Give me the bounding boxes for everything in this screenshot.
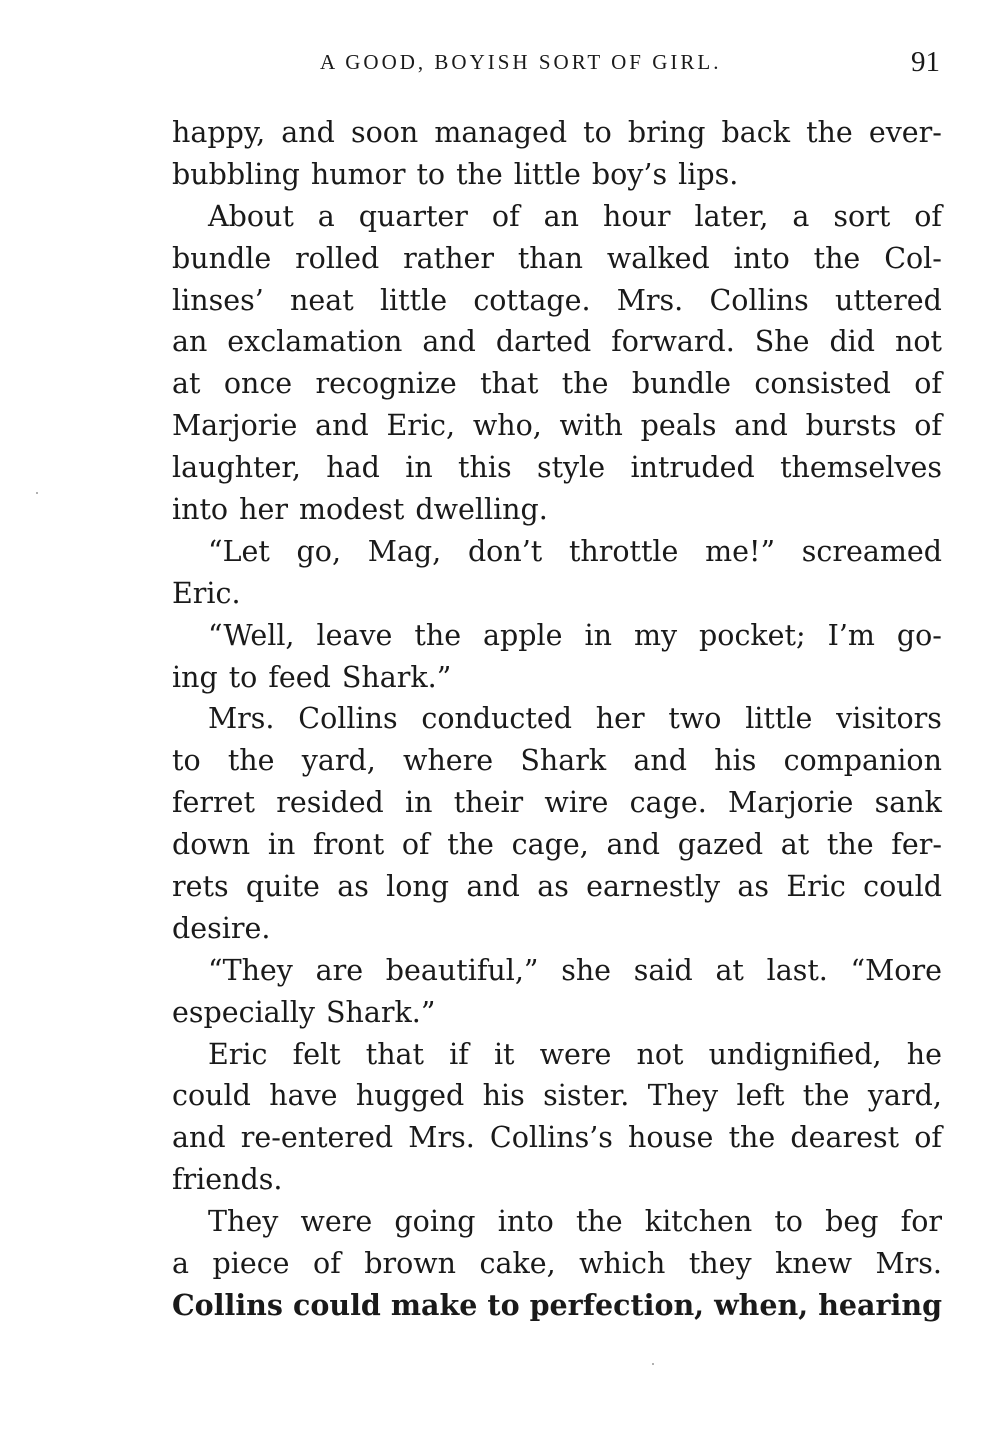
word: modest: [298, 493, 405, 527]
text-line: [172, 154, 942, 196]
word: Marjorie: [172, 409, 298, 443]
word: desire.: [172, 911, 271, 945]
word: the: [561, 367, 609, 401]
word: visitors: [836, 702, 942, 736]
word: resided: [276, 786, 384, 820]
text-line: [172, 740, 942, 782]
word: Eric: [786, 870, 846, 904]
word: bundle: [631, 367, 732, 401]
word: in: [405, 786, 433, 820]
running-head: [170, 46, 942, 82]
word: wire: [544, 786, 609, 820]
word: house: [628, 1121, 714, 1155]
word: into: [172, 493, 229, 527]
word: they: [688, 1247, 752, 1281]
word: left: [736, 1079, 785, 1113]
word: Eric.: [172, 576, 241, 610]
word: of: [914, 367, 942, 401]
word: he: [906, 1037, 942, 1071]
text-line: [172, 238, 942, 280]
word: go-: [896, 618, 942, 652]
word: and: [172, 1121, 226, 1155]
word: of: [491, 199, 520, 233]
word: knew: [775, 1247, 852, 1281]
word: a: [317, 199, 335, 233]
word: humor: [310, 157, 406, 191]
word: bubbling: [172, 157, 300, 191]
word: his: [482, 1079, 525, 1113]
word: managed: [434, 116, 568, 149]
word: in: [584, 618, 612, 652]
print-speck: [652, 1363, 654, 1365]
word: companion: [783, 744, 942, 778]
word: as: [737, 870, 770, 904]
word: and: [466, 870, 520, 904]
word: in: [267, 828, 296, 862]
word: hour: [602, 199, 671, 233]
word: not: [636, 1037, 684, 1071]
word: uttered: [835, 283, 942, 317]
word: could: [172, 1079, 251, 1113]
word: undignified,: [708, 1037, 882, 1071]
word: Eric,: [386, 409, 456, 443]
word: Col-: [884, 241, 942, 275]
word: of: [914, 1121, 942, 1155]
word: the: [414, 618, 462, 652]
word: sister.: [543, 1079, 630, 1113]
word: that: [365, 1037, 425, 1071]
word: she: [561, 953, 612, 987]
text-line: [172, 1201, 942, 1243]
word: yard,: [301, 744, 376, 778]
word: the: [728, 1121, 776, 1155]
word: “Let: [208, 534, 270, 568]
word: soon: [350, 116, 419, 149]
text-line: [172, 112, 942, 154]
word: a: [792, 199, 810, 233]
word: Collins’s: [489, 1121, 613, 1155]
word: linses’: [172, 283, 264, 317]
word: which: [579, 1247, 666, 1281]
word: if: [449, 1037, 469, 1071]
word: laughter,: [172, 451, 301, 485]
word: cottage.: [473, 283, 591, 317]
word: dearest: [790, 1121, 900, 1155]
text-line: [172, 866, 942, 908]
word: to: [228, 660, 258, 694]
word: hugged: [355, 1079, 465, 1113]
word: Mag,: [367, 534, 442, 568]
word: fer-: [891, 828, 942, 862]
word: hearing: [818, 1287, 942, 1322]
word: and: [633, 744, 687, 778]
word: little: [379, 283, 448, 317]
word: it: [493, 1037, 515, 1071]
word: Mrs.: [875, 1247, 942, 1281]
word: cage,: [511, 828, 589, 862]
word: for: [900, 1205, 942, 1239]
word: happy,: [172, 116, 266, 149]
word: sank: [874, 786, 942, 820]
word: She: [754, 325, 810, 359]
page-number: 91: [911, 46, 940, 78]
word: throttle: [568, 534, 679, 568]
word: little: [745, 702, 813, 736]
word: beautiful,”: [385, 953, 539, 987]
text-line: [172, 698, 942, 740]
word: bring: [627, 116, 706, 149]
word: rets: [172, 870, 229, 904]
word: kitchen: [644, 1205, 753, 1239]
text-line: [172, 1159, 942, 1201]
word: could: [863, 870, 942, 904]
word: bundle: [172, 241, 272, 275]
text-line: [172, 1243, 942, 1285]
word: piece: [212, 1247, 290, 1281]
word: in: [405, 451, 433, 485]
word: me!”: [705, 534, 776, 568]
word: peals: [640, 409, 717, 443]
word: who,: [472, 409, 542, 443]
word: They: [208, 1205, 279, 1239]
word: and: [422, 325, 476, 359]
word: especially: [172, 995, 316, 1029]
word: and: [606, 828, 661, 862]
word: the: [826, 828, 874, 862]
word: once: [223, 367, 293, 401]
word: Mrs.: [208, 702, 275, 736]
word: had: [326, 451, 380, 485]
text-line: [172, 1117, 942, 1159]
word: I’m: [827, 618, 875, 652]
text-line: [172, 1034, 942, 1076]
word: darted: [495, 325, 592, 359]
word: perfection,: [529, 1287, 705, 1322]
word: than: [517, 241, 584, 275]
word: into: [497, 1205, 554, 1239]
word: “They: [208, 953, 293, 987]
word: re-entered: [240, 1121, 394, 1155]
word: gazed: [677, 828, 764, 862]
word: their: [453, 786, 524, 820]
word: said: [633, 953, 693, 987]
word: Mrs.: [408, 1121, 475, 1155]
word: earnestly: [586, 870, 721, 904]
word: forward.: [611, 325, 735, 359]
word: her: [239, 493, 288, 527]
text-line: [172, 908, 942, 950]
word: Eric: [208, 1037, 268, 1071]
word: pocket;: [699, 618, 806, 652]
word: go,: [296, 534, 342, 568]
word: exclamation: [227, 325, 403, 359]
text-line: [172, 1075, 942, 1117]
word: and: [315, 409, 369, 443]
word: rolled: [295, 241, 380, 275]
text-line: [172, 657, 942, 699]
word: the: [447, 828, 494, 862]
word: this: [458, 451, 512, 485]
word: ever-: [868, 116, 942, 149]
word: my: [633, 618, 678, 652]
text-line: [172, 1285, 942, 1327]
word: of: [401, 828, 430, 862]
word: that: [480, 367, 539, 401]
word: were: [300, 1205, 373, 1239]
word: boy’s: [591, 157, 668, 191]
word: were: [539, 1037, 612, 1071]
word: of: [313, 1247, 341, 1281]
word: felt: [292, 1037, 341, 1071]
word: walked: [606, 241, 710, 275]
word: cake,: [479, 1247, 556, 1281]
word: the: [806, 116, 853, 149]
word: brown: [364, 1247, 457, 1281]
word: About: [208, 199, 294, 233]
word: lips.: [678, 157, 739, 191]
text-line: [172, 992, 942, 1034]
word: two: [668, 702, 722, 736]
word: the: [227, 744, 275, 778]
word: beg: [825, 1205, 879, 1239]
text-line: [172, 531, 942, 573]
word: apple: [483, 618, 563, 652]
word: with: [559, 409, 623, 443]
word: make: [390, 1287, 478, 1322]
word: sort: [833, 199, 891, 233]
word: to: [583, 116, 612, 149]
word: screamed: [801, 534, 942, 568]
word: her: [595, 702, 645, 736]
word: the: [456, 157, 503, 191]
word: did: [829, 325, 876, 359]
word: his: [714, 744, 757, 778]
word: recognize: [315, 367, 457, 401]
word: the: [813, 241, 861, 275]
word: ing: [172, 660, 218, 694]
word: down: [172, 828, 251, 862]
word: back: [721, 116, 790, 149]
word: quarter: [358, 199, 468, 233]
word: an: [172, 325, 208, 359]
print-speck: [36, 492, 38, 494]
word: quite: [245, 870, 320, 904]
word: and: [734, 409, 788, 443]
word: Shark.”: [341, 660, 452, 694]
word: to: [416, 157, 446, 191]
word: not: [894, 325, 942, 359]
word: a: [172, 1247, 189, 1281]
word: conducted: [421, 702, 572, 736]
word: as: [337, 870, 369, 904]
body-text: [172, 112, 942, 1327]
word: the: [575, 1205, 623, 1239]
word: dwelling.: [415, 493, 548, 527]
word: at: [780, 828, 810, 862]
word: don’t: [467, 534, 543, 568]
text-line: [172, 489, 942, 531]
word: cage.: [629, 786, 707, 820]
word: Collins: [298, 702, 398, 736]
word: later,: [694, 199, 769, 233]
word: “Well,: [208, 618, 295, 652]
word: an: [543, 199, 579, 233]
word: to: [487, 1287, 520, 1322]
word: have: [269, 1079, 338, 1113]
word: Shark: [520, 744, 607, 778]
word: “More: [850, 953, 942, 987]
word: Marjorie: [728, 786, 854, 820]
word: style: [536, 451, 606, 485]
word: where: [403, 744, 494, 778]
word: front: [313, 828, 385, 862]
word: ferret: [172, 786, 255, 820]
word: of: [914, 409, 942, 443]
text-line: [172, 405, 942, 447]
word: Collins: [172, 1287, 283, 1322]
word: little: [513, 157, 581, 191]
word: themselves: [780, 451, 942, 485]
running-title: A GOOD, BOYISH SORT OF GIRL.: [320, 50, 722, 74]
text-line: [172, 280, 942, 322]
text-line: [172, 321, 942, 363]
word: Mrs.: [616, 283, 684, 317]
word: are: [315, 953, 364, 987]
word: long: [386, 870, 450, 904]
word: into: [733, 241, 790, 275]
word: at: [715, 953, 744, 987]
word: and: [281, 116, 335, 149]
word: to: [172, 744, 201, 778]
text-line: [172, 447, 942, 489]
text-line: [172, 363, 942, 405]
word: bursts: [805, 409, 897, 443]
word: going: [394, 1205, 476, 1239]
word: to: [774, 1205, 803, 1239]
word: Collins: [709, 283, 809, 317]
text-line: [172, 950, 942, 992]
word: intruded: [630, 451, 755, 485]
word: neat: [290, 283, 354, 317]
word: yard,: [867, 1079, 942, 1113]
text-line: [172, 782, 942, 824]
word: friends.: [172, 1163, 283, 1197]
word: last.: [766, 953, 828, 987]
word: when,: [714, 1287, 809, 1322]
word: the: [802, 1079, 850, 1113]
word: of: [914, 199, 942, 233]
word: They: [647, 1079, 719, 1113]
text-line: [172, 196, 942, 238]
text-line: [172, 615, 942, 657]
word: at: [172, 367, 201, 401]
word: could: [292, 1287, 381, 1322]
word: leave: [316, 618, 393, 652]
text-line: [172, 573, 942, 615]
word: as: [537, 870, 569, 904]
word: Shark.”: [326, 995, 436, 1029]
text-line: [172, 824, 942, 866]
word: consisted: [754, 367, 891, 401]
word: rather: [403, 241, 494, 275]
word: feed: [268, 660, 331, 694]
